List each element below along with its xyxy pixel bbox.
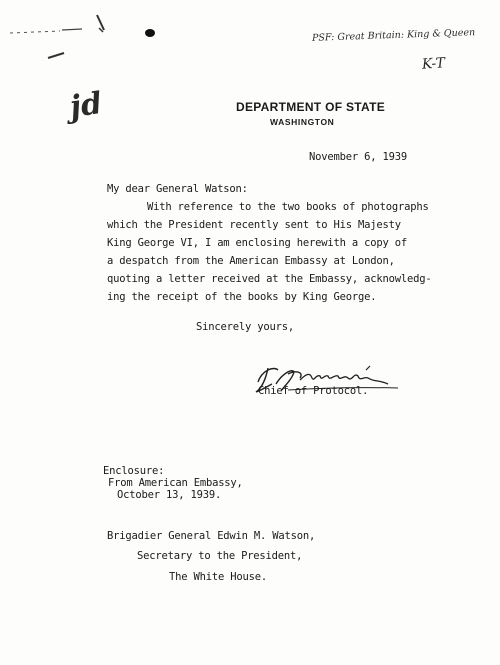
margin-note: jd — [67, 85, 105, 126]
letter-body — [107, 201, 447, 331]
pencil-marks — [0, 0, 160, 70]
body-line: ing the receipt of the books by King George. — [107, 291, 377, 303]
enclosure-block — [103, 465, 303, 505]
body-line: King George VI, I am enclosing herewith a copy of — [107, 237, 407, 249]
salutation: My dear General Watson: — [107, 183, 248, 195]
punch-hole — [143, 26, 157, 40]
body-line: quoting a letter received at the Embassy, acknowledg- — [107, 273, 432, 285]
closing: Sincerely yours, — [196, 321, 294, 333]
recipient-address: The White House. — [169, 571, 267, 583]
enclosure-line: October 13, 1939. — [117, 489, 222, 501]
recipient-title: Secretary to the President, — [137, 550, 303, 562]
enclosure-line: From American Embassy, — [108, 477, 243, 489]
recipient-name: Brigadier General Edwin M. Watson, — [107, 530, 316, 542]
initials-note: K-T — [421, 55, 446, 73]
enclosure-label: Enclosure: — [103, 465, 165, 477]
signer-title: Chief of Protocol. — [258, 385, 369, 397]
body-line: a despatch from the American Embassy at London, — [107, 255, 395, 267]
city-heading: WASHINGTON — [270, 117, 335, 127]
letter-date: November 6, 1939 — [309, 151, 407, 163]
body-line: which the President recently sent to His Majesty — [107, 219, 401, 231]
body-line: With reference to the two books of photographs — [147, 201, 429, 213]
file-note: PSF: Great Britain: King & Queen — [311, 27, 476, 44]
department-heading: DEPARTMENT OF STATE — [236, 100, 386, 114]
